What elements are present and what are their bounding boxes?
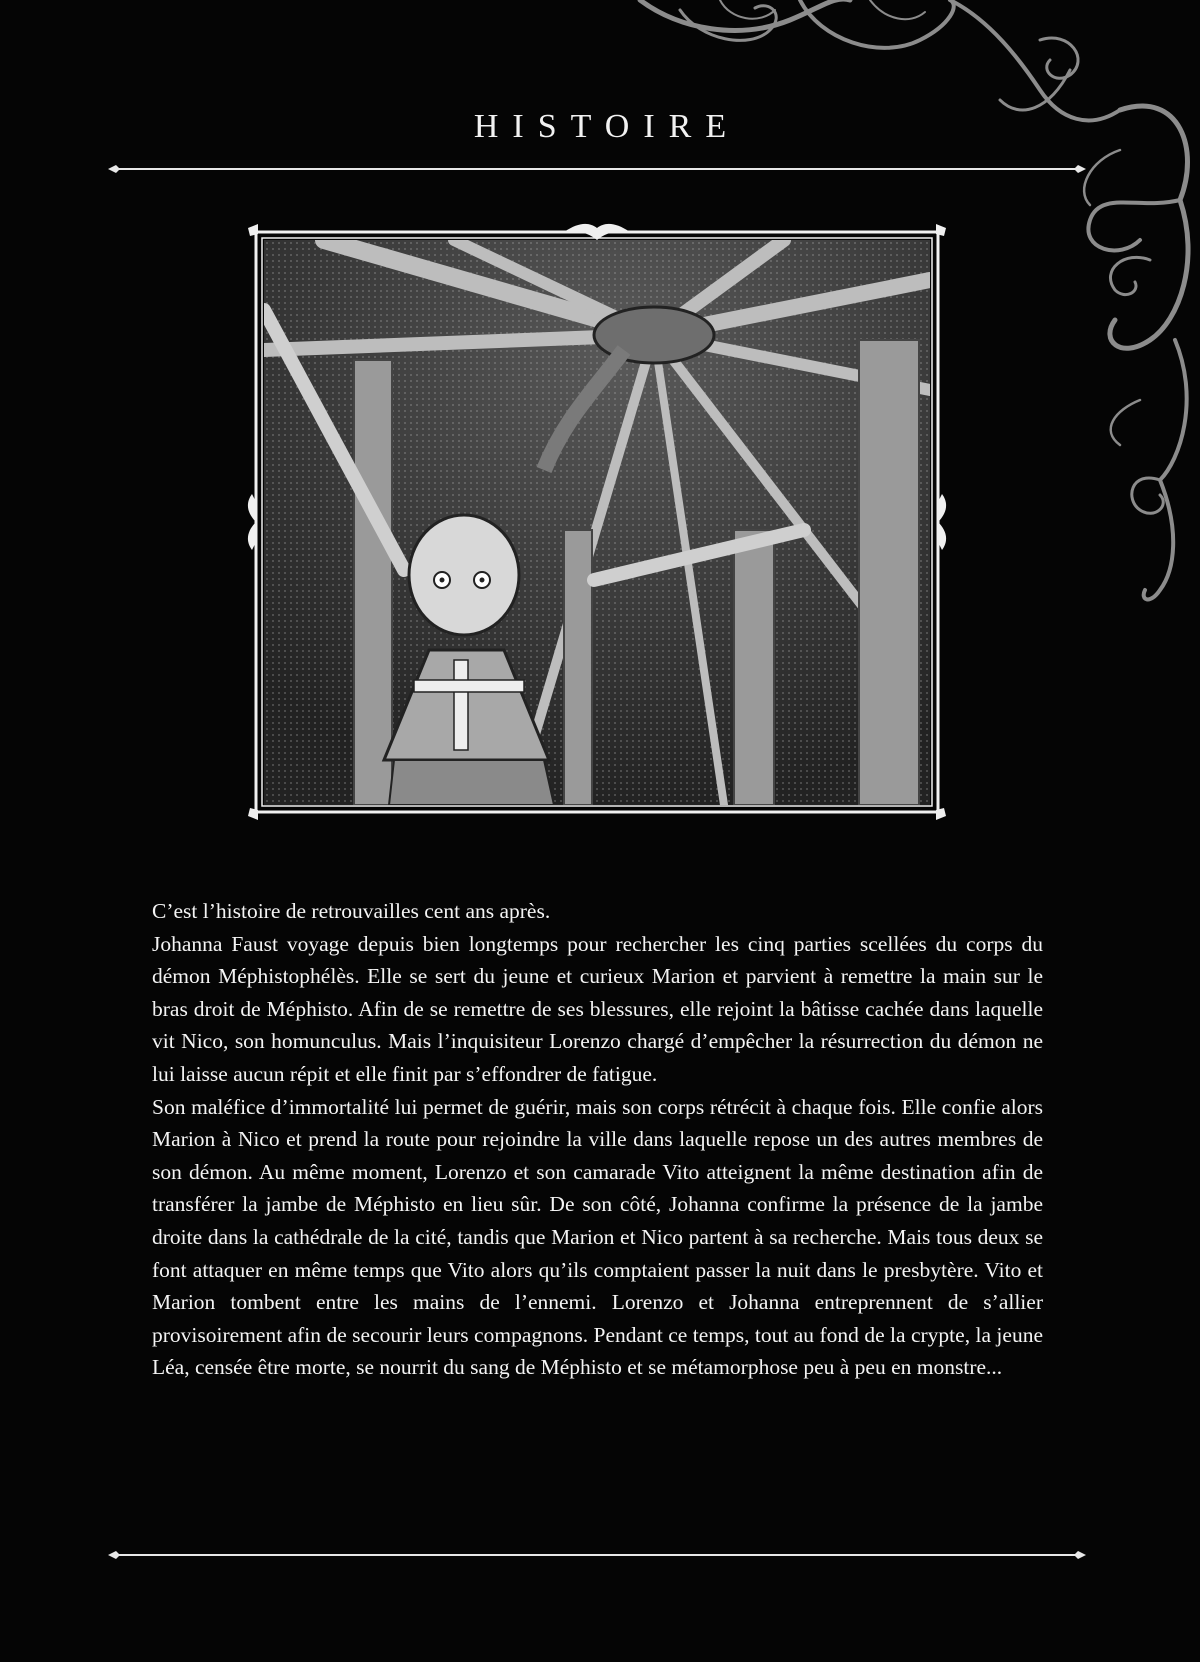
story-paragraph: C’est l’histoire de retrouvailles cent ans après. (152, 899, 551, 923)
story-summary (152, 895, 1043, 1384)
story-paragraph: Johanna Faust voyage depuis bien longtemps pour rechercher les cinq parties scellées du corps du démon Méphistophélès. Elle se sert du jeune et curieux Marion et parvient à remettre la main sur le bras droit de Méphisto. Afin de se remettre de ses blessures, elle rejoint la bâtisse cachée dans laquelle vit Nico, son homunculus. Mais l’inquisiteur Lorenzo chargé d’empêcher la résurrection du démon ne lui laisse aucun répit et elle finit par s’effondrer de fatigue. (152, 931, 1043, 1086)
ornamental-divider-bottom (108, 1548, 1086, 1562)
story-paragraph: Son maléfice d’immortalité lui permet de guérir, mais son corps rétrécit à chaque fois. Elle confie alors Marion à Nico et prend la route pour rejoindre la ville dans laquelle repose un des autres membres de son démon. Au même moment, Lorenzo et son camarade Vito atteignent la même destination afin de transférer la jambe de Méphisto en lieu sûr. De son côté, Johanna confirme la présence de la jambe droite dans la cathédrale de la cité, tandis que Marion et Nico partent à sa recherche. Mais tous deux se font attaquer en même temps que Vito alors qu’ils comptaient passer la nuit dans le presbytère. Vito et Marion tombent entre les mains de l’ennemi. Lorenzo et Johanna entreprennent de s’allier provisoirement afin de secourir leurs compagnons. Pendant ce temps, tout au fond de la crypte, la jeune Léa, censée être morte, se nourrit du sang de Méphisto et se métamorphose peu à peu en monstre... (152, 1094, 1043, 1380)
manga-panel-image (264, 240, 930, 805)
illustration-frame (244, 222, 950, 822)
page-title: HISTOIRE (473, 108, 741, 145)
ornamental-divider-top (108, 162, 1086, 176)
